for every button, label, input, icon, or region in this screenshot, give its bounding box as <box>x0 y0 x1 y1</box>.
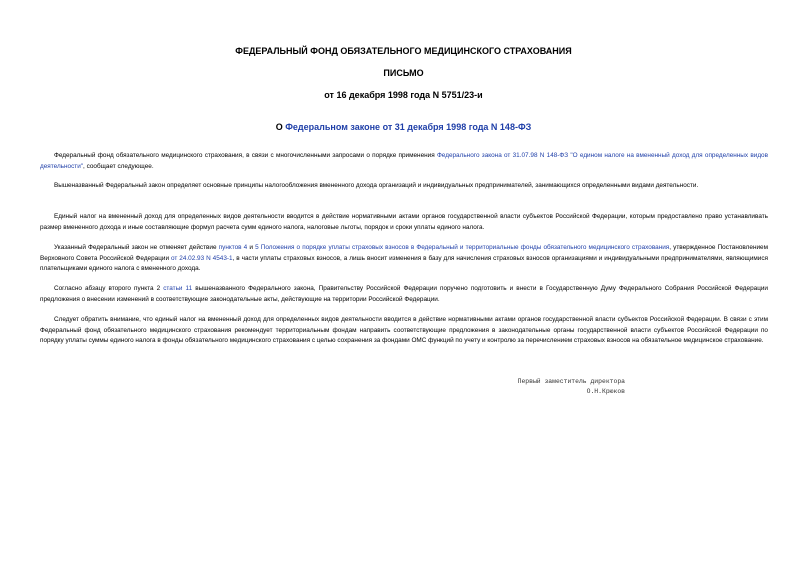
paragraph-2: Вышеназванный Федеральный закон определяет основные принципы налогообложения вмененного дохода организаций и индивидуальных предпринимателей, занимающихся определенными видами деятельности. <box>54 182 699 189</box>
paragraph-5-tail: вышеназванного Федерального закона, Правительству Российской Федерации поручено подготовить и внести в Государственную Думу Федерального Собрания Российской Федерации предложения о внесении изменений в соответствующие законодательные акты, действующие на территории Российской Федерации. <box>40 285 768 303</box>
document-subject <box>0 122 807 133</box>
paragraph-5-text: Согласно абзацу второго пункта 2 <box>54 285 164 292</box>
paragraph-4-text: Указанный Федеральный закон не отменяет действие <box>54 244 219 251</box>
document-date-number: от 16 декабря 1998 года N 5751/23-и <box>324 90 483 100</box>
paragraph-1-tail: , сообщает следующее. <box>83 162 154 170</box>
paragraph-5 <box>40 284 768 305</box>
paragraph-4-and: и <box>247 244 256 251</box>
article-11-link[interactable]: статьи 11 <box>163 285 193 292</box>
organization-title: ФЕДЕРАЛЬНЫЙ ФОНД ОБЯЗАТЕЛЬНОГО МЕДИЦИНСКОГО СТРАХОВАНИЯ <box>235 46 572 56</box>
paragraph-3: Единый налог на вмененный доход для определенных видов деятельности вводится в действие нормативными актами органов государственной власти субъектов Российской Федерации, которым предоставлено право устанавливать размер вмененного дохода и иные составляющие формул расчета сумм единого налога, налоговые льготы, порядок и сроки уплаты единого налога. <box>40 213 768 231</box>
subject-law-link[interactable]: Федеральном законе от 31 декабря 1998 года N 148-ФЗ <box>285 122 532 132</box>
document-type: ПИСЬМО <box>383 68 424 78</box>
paragraph-4-mid: , утвержденное Постановлением Верховного Совета Российской Федерации <box>40 244 768 262</box>
paragraph-4-tail: , в части уплаты страховых взносов, а лишь вносит изменения в базу для начисления страховых взносов организациями и индивидуальными предпринимателями, являющимися плательщиками единого налога с вмененного дохода. <box>40 254 769 272</box>
paragraph-1 <box>40 151 768 172</box>
regulation-link[interactable]: 5 Положения о порядке уплаты страховых взносов в Федеральный и территориальные фонды обязательного медицинского страхования <box>255 244 670 251</box>
signature-block <box>480 377 625 397</box>
signature-name: О.Н.Крюков <box>586 388 625 395</box>
paragraph-1-text: Федеральный фонд обязательного медицинского страхования, в связи с многочисленными запросами о порядке применения <box>54 152 437 159</box>
law-148-fz-link[interactable]: Федерального закона от 31.07.98 N 148-ФЗ "О едином налоге на вмененный доход для определенных видов деятельности" <box>40 152 768 170</box>
point-4-link[interactable]: пунктов 4 <box>218 244 248 251</box>
paragraph-4 <box>40 243 768 275</box>
subject-prefix: О <box>275 122 286 132</box>
signature-title: Первый заместитель директора <box>517 378 625 385</box>
resolution-4543-link[interactable]: от 24.02.93 N 4543-1 <box>170 254 233 262</box>
paragraph-6: Следует обратить внимание, что единый налог на вмененный доход для определенных видов деятельности вводится в действие нормативными актами органов государственной власти субъектов Российской Федерации. В связи с этим Федеральный фонд обязательного медицинского страхования рекомендует территориальным фондам направить соответствующие предложения в законодательные органы государственной власти субъектов Российской Федерации по порядку уплаты суммы единого налога в фонды обязательного медицинского страхования с целью сохранения за фондами ОМС функций по учету и контролю за перечислением страховых взносов на обязательное медицинское страхование. <box>40 316 768 344</box>
